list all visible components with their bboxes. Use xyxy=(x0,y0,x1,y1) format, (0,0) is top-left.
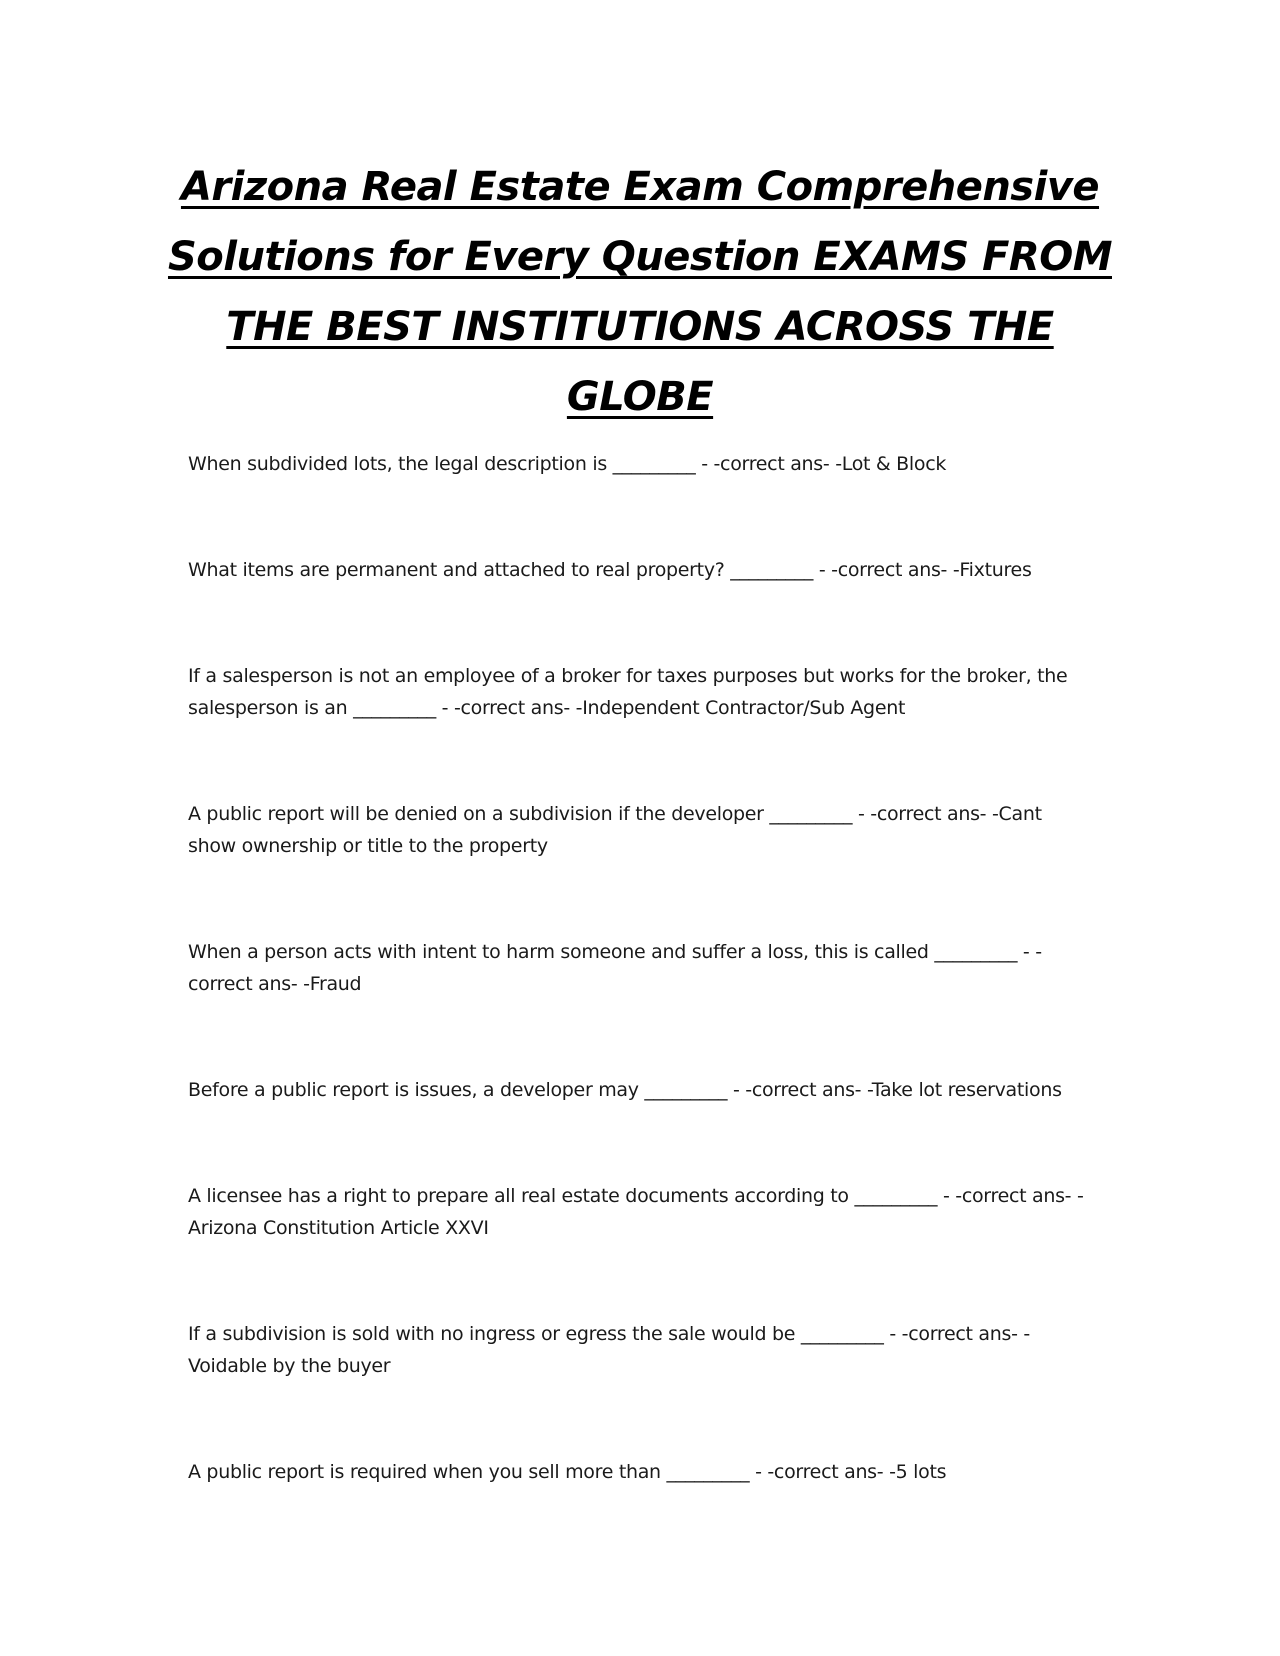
qa-item xyxy=(188,1180,1088,1244)
question-text: When subdivided lots, the legal description is _________ - -correct ans- - xyxy=(188,453,842,475)
question-text: If a subdivision is sold with no ingress or egress the sale would be _________ - -correct ans- - xyxy=(188,1323,1029,1345)
answer-text: Independent Contractor/Sub Agent xyxy=(582,697,906,719)
qa-item xyxy=(188,1074,1088,1106)
qa-item xyxy=(188,660,1088,724)
answer-text: Voidable by the buyer xyxy=(188,1355,391,1377)
question-text: If a salesperson is not an employee of a broker for taxes purposes but works for the broker, the salesperson is an _________ - -correct ans- - xyxy=(188,665,1068,719)
qa-item xyxy=(188,1318,1088,1382)
question-text: What items are permanent and attached to real property? _________ - -correct ans- - xyxy=(188,559,960,581)
answer-text: Take lot reservations xyxy=(871,1079,1062,1101)
answer-text: 5 lots xyxy=(895,1461,947,1483)
qa-item xyxy=(188,1456,1088,1488)
question-text: Before a public report is issues, a developer may _________ - -correct ans- - xyxy=(188,1079,872,1101)
qa-item xyxy=(188,554,1088,586)
answer-text: Cant show ownership or title to the property xyxy=(188,803,1042,857)
question-text: A licensee has a right to prepare all real estate documents according to _________ - -correct ans- - xyxy=(188,1185,1084,1207)
qa-item xyxy=(188,936,1088,1000)
qa-item xyxy=(188,448,1088,480)
question-text: A public report is required when you sell more than _________ - -correct ans- - xyxy=(188,1461,896,1483)
document-title: Arizona Real Estate Exam Comprehensive Solutions for Every Question EXAMS FROM THE BEST INSTITUTIONS ACROSS THE GLOBE xyxy=(167,164,1112,420)
question-text: When a person acts with intent to harm someone and suffer a loss, this is called _________ - -correct ans- - xyxy=(188,941,1042,995)
answer-text: Arizona Constitution Article XXVI xyxy=(188,1217,489,1239)
answer-text: Fixtures xyxy=(959,559,1032,581)
question-text: A public report will be denied on a subdivision if the developer _________ - -correct ans- - xyxy=(188,803,999,825)
answer-text: Fraud xyxy=(309,973,362,995)
qa-item xyxy=(188,798,1088,862)
answer-text: Lot & Block xyxy=(841,453,947,475)
